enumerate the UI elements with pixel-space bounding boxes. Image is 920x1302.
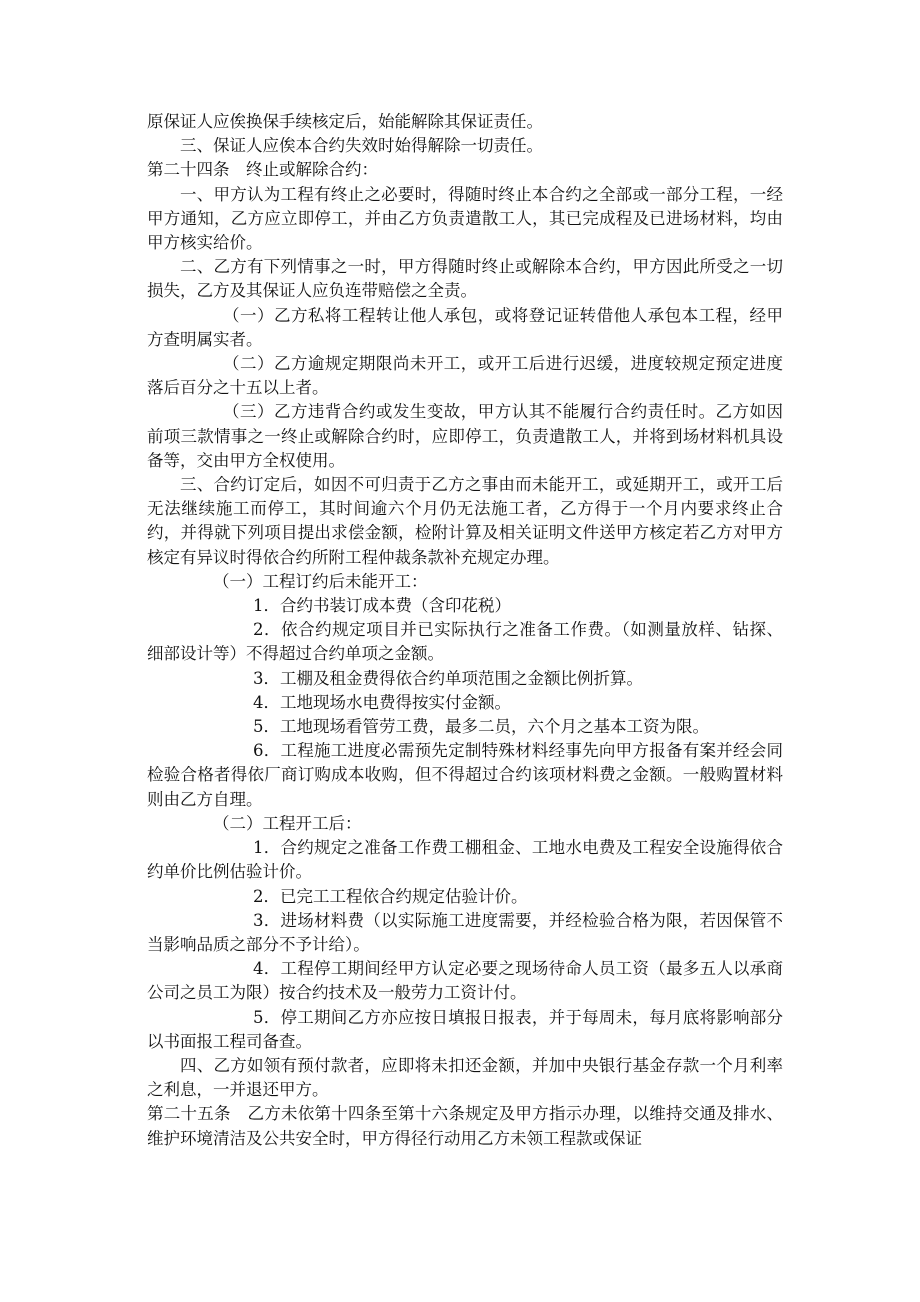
paragraph-21: 4．工程停工期间经甲方认定必要之现场待命人员工资（最多五人以承商公司之员工为限）按合约技术及一般劳力工资计付。	[147, 959, 783, 1003]
paragraph-12: 2．依合约规定项目并已实际执行之准备工作费。（如测量放样、钻探、细部设计等）不得超过合约单项之金额。	[147, 620, 783, 664]
article-25-paragraph: 第二十五条 乙方未依第十四条至第十六条规定及甲方指示办理，以维持交通及排水、维护环境清洁及公共安全时，甲方得径行动用乙方未领工程款或保证	[147, 1104, 783, 1148]
paragraph-5: 二、乙方有下列情事之一时，甲方得随时终止或解除本合约，甲方因此所受之一切损失，乙方及其保证人应负连带赔偿之全责。	[147, 257, 783, 301]
paragraph-22: 5．停工期间乙方亦应按日填报日报表，并于每周未，每月底将影响部分以书面报工程司备查。	[147, 1007, 783, 1051]
paragraph-19: 2．已完工工程依合约规定估验计价。	[253, 886, 528, 906]
paragraph-1: 原保证人应俟换保手续核定后，始能解除其保证责任。	[147, 112, 543, 131]
paragraph-9: 三、合约订定后，如因不可归责于乙方之事由而未能开工，或延期开工，或开工后无法继续施工而停工，其时间逾六个月仍无法施工者，乙方得于一个月内要求终止合约，并得就下列项目提出求偿金额，检附计算及相关证明文件送甲方核定若乙方对甲方核定有异议时得依合约所附工程仲裁条款补充规定办理。	[147, 475, 783, 567]
paragraph-11: 1．合约书装订成本费（含印花税）	[253, 596, 511, 616]
paragraph-8: （三）乙方违背合约或发生变故，甲方认其不能履行合约责任时。乙方如因前项三款情事之一终止或解除合约时，应即停工，负责遣散工人，并将到场材料机具设备等，交由甲方全权使用。	[147, 402, 783, 470]
paragraph-17: （二）工程开工后：	[213, 813, 362, 833]
paragraph-23: 四、乙方如领有预付款者，应即将未扣还金额，并加中央银行基金存款一个月利率之利息，一并退还甲方。	[147, 1055, 783, 1100]
paragraph-6: （一）乙方私将工程转让他人承包，或将登记证转借他人承包本工程，经甲方查明属实者。	[147, 305, 783, 349]
paragraph-10: （一）工程订约后未能开工：	[213, 571, 428, 591]
paragraph-16: 6．工程施工进度必需预先定制特殊材料经事先向甲方报备有案并经会同检验合格者得依厂商订购成本收购，但不得超过合约该项材料费之金额。一般购置材料则由乙方自理。	[147, 741, 783, 809]
article-24-heading: 第二十四条 终止或解除合约：	[147, 160, 378, 180]
paragraph-18: 1．合约规定之准备工作费工棚租金、工地水电费及工程安全设施得依合约单价比例估验计价。	[147, 838, 783, 882]
paragraph-4: 一、甲方认为工程有终止之必要时，得随时终止本合约之全部或一部分工程，一经甲方通知，乙方应立即停工，并由乙方负责遣散工人，其已完成程及已进场材料，均由甲方核实给价。	[147, 184, 783, 253]
paragraph-2: 三、保证人应俟本合约失效时始得解除一切责任。	[180, 136, 543, 156]
document-body	[147, 110, 783, 1151]
paragraph-15: 5．工地现场看管劳工费，最多二员，六个月之基本工资为限。	[253, 717, 709, 737]
paragraph-7: （二）乙方逾规定期限尚未开工，或开工后进行迟缓，进度较规定预定进度落后百分之十五以上者。	[147, 354, 783, 398]
paragraph-20: 3．进场材料费（以实际施工进度需要，并经检验合格为限，若因保管不当影响品质之部分不予计给）。	[147, 910, 783, 954]
paragraph-13: 3．工棚及租金费得依合约单项范围之金额比例折算。	[253, 668, 643, 688]
paragraph-14: 4．工地现场水电费得按实付金额。	[253, 692, 511, 712]
